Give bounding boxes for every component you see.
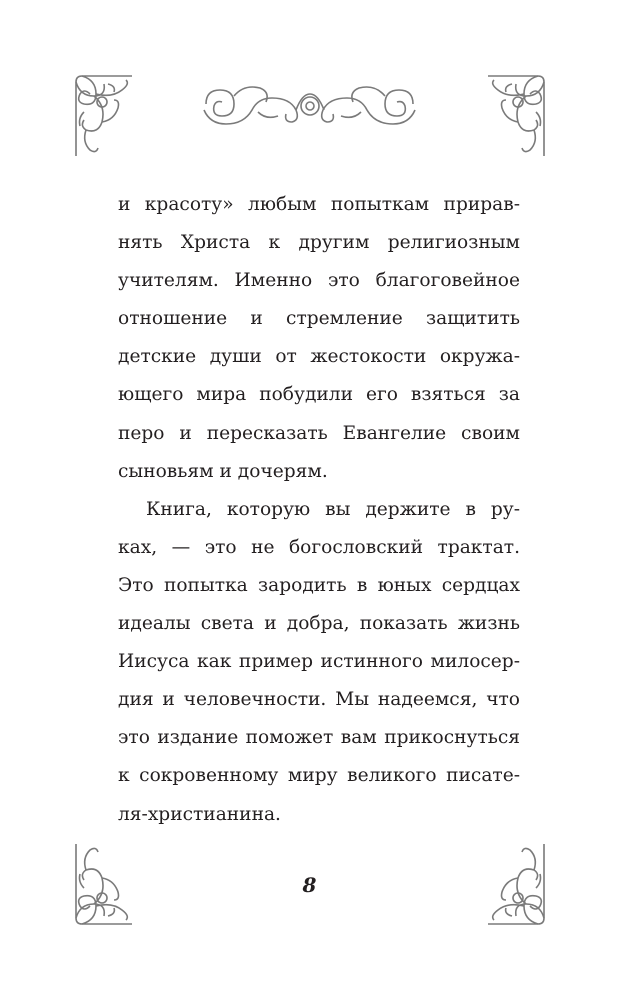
- text-line: дия и человечности. Мы надеемся, что: [118, 689, 520, 711]
- text-line: ках, — это не богословский трактат.: [118, 536, 520, 558]
- text-line: ющего мира побудили его взяться за: [118, 384, 520, 406]
- text-line: детские души от жестокости окружа-: [118, 346, 520, 368]
- text-line: ля-христианина.: [118, 803, 281, 825]
- top-center-ornament: [200, 76, 419, 132]
- body-text: [118, 186, 520, 834]
- text-line: это издание поможет вам прикоснуться: [118, 727, 520, 749]
- text-line: нять Христа к другим религиозным: [118, 232, 520, 254]
- corner-ornament-top-right: [484, 72, 548, 160]
- text-line: Книга, которую вы держите в ру-: [146, 498, 520, 520]
- text-line: идеалы света и добра, показать жизнь: [118, 613, 520, 635]
- text-line: сыновьям и дочерям.: [118, 460, 328, 482]
- text-line: к сокровенному миру великого писате-: [118, 765, 520, 787]
- text-line: перо и пересказать Евангелие своим: [118, 422, 520, 444]
- text-line: Это попытка зародить в юных сердцах: [118, 574, 520, 596]
- corner-ornament-top-left: [72, 72, 136, 160]
- paragraph: [118, 491, 520, 834]
- text-line: и красоту» любым попыткам прирав-: [118, 194, 520, 215]
- paragraph: [118, 186, 520, 491]
- text-line: отношение и стремление защитить: [118, 308, 520, 330]
- text-line: Иисуса как пример истинного милосер-: [118, 651, 520, 673]
- text-line: учителям. Именно это благоговейное: [118, 270, 520, 292]
- page-number: 8: [302, 873, 317, 897]
